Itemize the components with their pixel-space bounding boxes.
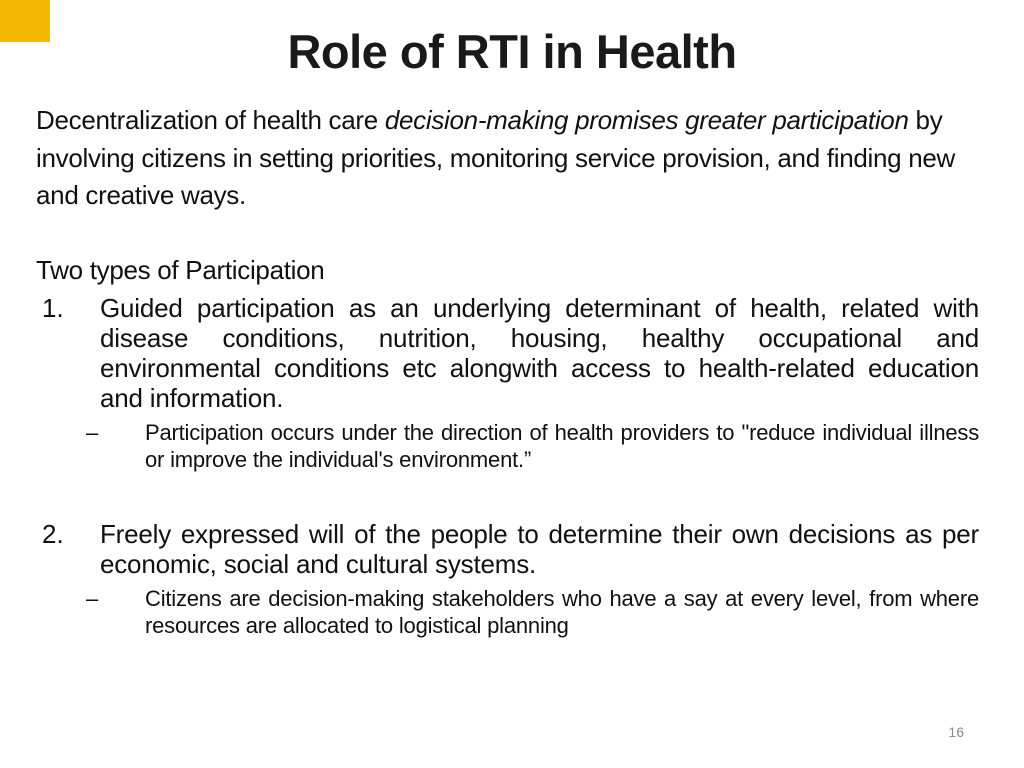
- dash-bullet: –: [86, 586, 99, 611]
- sub-bullet-text: Participation occurs under the direction of health providers to "reduce individual illness or improve the individual's environment.”: [145, 420, 979, 472]
- sub-bullet: [36, 585, 979, 639]
- intro-text-start: Decentralization of health care: [36, 105, 385, 135]
- list-item-text: Guided participation as an underlying determinant of health, related with disease conditions, nutrition, housing, healthy occupational and environmental conditions etc alongwith access to health-related education and information.: [100, 293, 979, 413]
- intro-text-end: by involving citizens in setting priorities, monitoring service provision, and finding new and creative ways.: [36, 105, 956, 210]
- slide-title: Role of RTI in Health: [287, 25, 737, 78]
- list-item-guided-participation: [36, 293, 979, 473]
- page-number: 16: [948, 724, 964, 740]
- list-item-freely-expressed-will: [36, 519, 979, 639]
- sub-bullet: [36, 419, 979, 473]
- participation-types-heading: Two types of Participation: [36, 255, 325, 285]
- intro-paragraph: [36, 102, 966, 215]
- intro-italic-phrase: decision-making promises greater participation: [384, 105, 909, 135]
- list-item-number: 2.: [42, 519, 64, 549]
- dash-bullet: –: [86, 420, 99, 445]
- list-item-number: 1.: [42, 293, 64, 323]
- sub-bullet-text: Citizens are decision-making stakeholders who have a say at every level, from where resources are allocated to logistical planning: [145, 586, 979, 638]
- list-item-text: Freely expressed will of the people to determine their own decisions as per economic, social and cultural systems.: [100, 519, 979, 579]
